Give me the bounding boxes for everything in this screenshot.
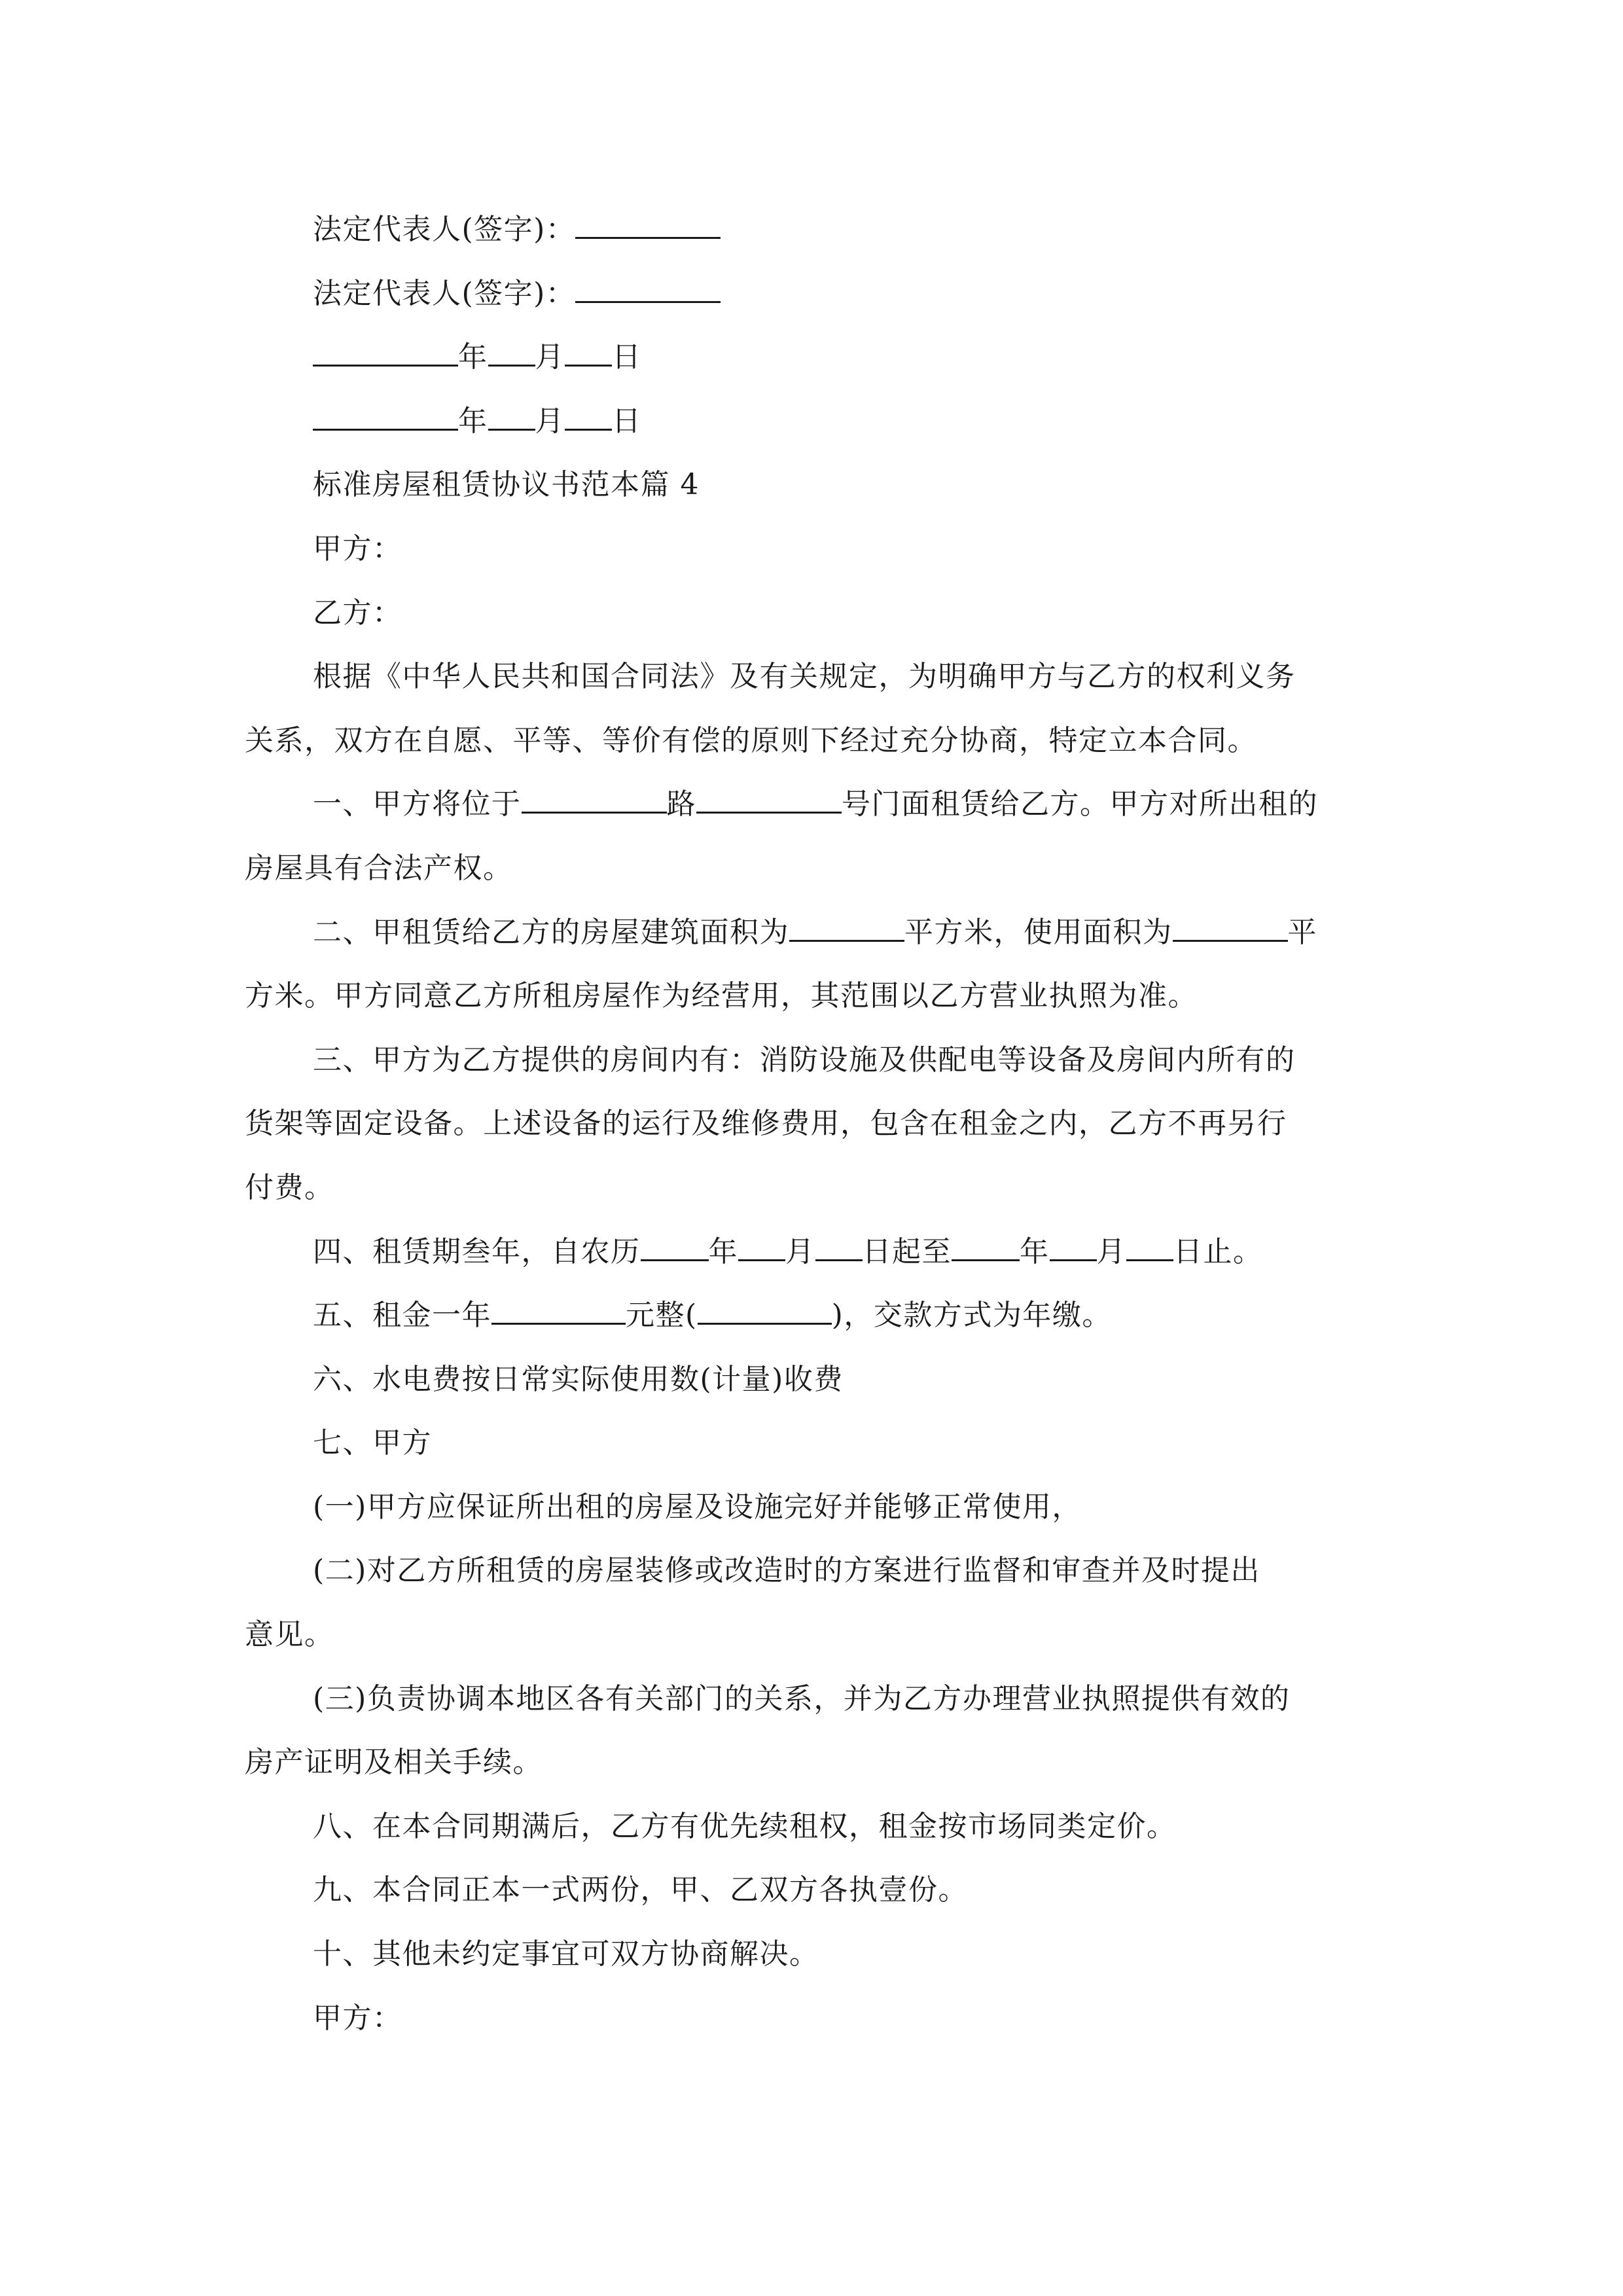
section-title: 标准房屋租赁协议书范本篇 4 xyxy=(313,468,700,502)
blank-field xyxy=(698,1300,832,1325)
blank-field xyxy=(815,1237,863,1261)
blank-field xyxy=(488,342,535,367)
paragraph-line: 根据《中华人民共和国合同法》及有关规定，为明确甲方与乙方的权利义务 xyxy=(313,660,1296,694)
paragraph-line: 十、其他未约定事宜可双方协商解决。 xyxy=(313,1937,819,1971)
blank-field xyxy=(696,789,842,814)
date-line-1: 年 月 日 xyxy=(245,325,1378,389)
blank-field xyxy=(738,1237,785,1261)
clause-2-line: 二、甲租赁给乙方的房屋建筑面积为 平方米，使用面积为 平 xyxy=(313,915,1317,949)
party-a-label: 甲方： xyxy=(313,531,402,565)
signature-line-rep-1 xyxy=(245,198,1378,262)
paragraph-line: 九、本合同正本一式两份，甲、乙双方各执壹份。 xyxy=(313,1873,968,1907)
signature-line-rep-2 xyxy=(245,262,1378,326)
blank-field xyxy=(313,406,458,431)
paragraph-line: 三、甲方为乙方提供的房间内有：消防设施及供配电等设备及房间内所有的 xyxy=(313,1043,1296,1077)
paragraph-line: 六、水电费按日常实际使用数(计量)收费 xyxy=(313,1362,844,1396)
blank-field xyxy=(522,789,667,814)
blank-field xyxy=(1126,1237,1173,1261)
blank-field xyxy=(1173,918,1288,942)
party-b-label: 乙方： xyxy=(313,596,402,630)
paragraph-line: (三)负责协调本地区各有关部门的关系，并为乙方办理营业执照提供有效的 xyxy=(313,1681,1291,1715)
blank-field xyxy=(952,1237,1020,1261)
paragraph-line: 关系，双方在自愿、平等、等价有偿的原则下经过充分协商，特定立本合同。 xyxy=(245,723,1257,757)
date-line-2: 年 月 日 xyxy=(245,389,1378,454)
paragraph-line: 意见。 xyxy=(245,1618,334,1652)
rep-label: 法定代表人(签字)： xyxy=(313,213,576,246)
blank-field xyxy=(565,406,612,431)
paragraph-line: 方米。甲方同意乙方所租房屋作为经营用，其范围以乙方营业执照为准。 xyxy=(245,979,1198,1013)
blank-field xyxy=(575,215,721,239)
blank-field xyxy=(488,406,535,431)
blank-field xyxy=(575,279,721,303)
clause-5-line: 五、租金一年 元整( )，交款方式为年缴。 xyxy=(313,1299,1112,1333)
paragraph-line: 房屋具有合法产权。 xyxy=(245,851,513,885)
paragraph-line: (二)对乙方所租赁的房屋装修或改造时的方案进行监督和审查并及时提出 xyxy=(313,1554,1260,1588)
blank-field xyxy=(789,918,904,942)
document-body xyxy=(245,198,1378,2050)
blank-field xyxy=(1050,1237,1097,1261)
paragraph-line: 货架等固定设备。上述设备的运行及维修费用，包含在租金之内，乙方不再另行 xyxy=(245,1107,1287,1141)
blank-field xyxy=(565,342,612,367)
paragraph-line: 付费。 xyxy=(245,1170,334,1204)
blank-field xyxy=(313,342,458,367)
paragraph-line: 八、在本合同期满后，乙方有优先续租权，租金按市场同类定价。 xyxy=(313,1809,1177,1843)
clause-4-line: 四、租赁期叁年，自农历 年 月 日起至 年 月 日止。 xyxy=(313,1234,1263,1268)
clause-1-line: 一、甲方将位于 路 号门面租赁给乙方。甲方对所出租的 xyxy=(313,787,1318,821)
rep-label: 法定代表人(签字)： xyxy=(313,276,576,310)
paragraph-line: 七、甲方 xyxy=(313,1426,432,1460)
footer-party-a-label: 甲方： xyxy=(313,2001,402,2035)
paragraph-line: (一)甲方应保证所出租的房屋及设施完好并能够正常使用， xyxy=(313,1490,1082,1524)
blank-field xyxy=(491,1300,626,1325)
blank-field xyxy=(641,1237,709,1261)
paragraph-line: 房产证明及相关手续。 xyxy=(245,1746,543,1780)
